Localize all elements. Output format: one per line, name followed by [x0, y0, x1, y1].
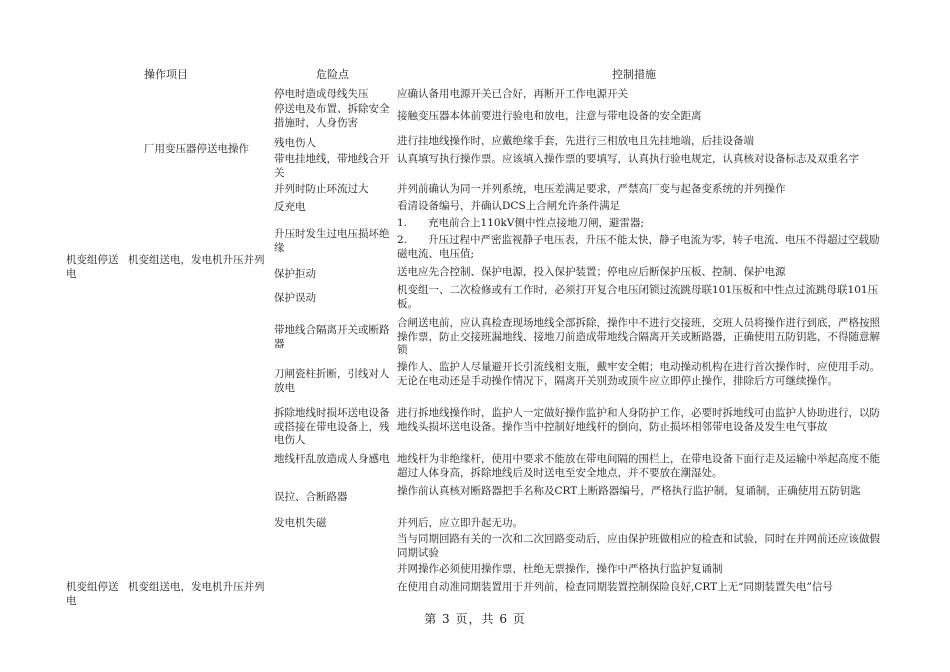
control-cell: 操作人、监护人尽量避开长引流线相支瓶，戴牢安全帽；电动操动机构在进行首次操作时，应使用手动。无论在电动还是手动操作情况下，隔离开关别劲或顶牛应立即停止操作，排除后方可继续操作。 — [397, 361, 880, 387]
risk-cell: 停电时造成母线失压 — [274, 88, 369, 100]
header-control: 控制措施 — [612, 68, 656, 81]
control-cell: 应确认备用电源开关已合好，再断开工作电源开关 — [397, 88, 628, 100]
risk-cell: 停送电及布置、拆除安全措施时，人身伤害 — [274, 103, 390, 129]
header-item: 操作项目 — [144, 68, 188, 81]
section2-sub: 机变组送电，发电机升压并列 — [128, 254, 265, 266]
risk-cell: 残电伤人 — [274, 137, 316, 149]
risk-cell: 保护拒动 — [274, 268, 316, 280]
risk-cell: 发电机失磁 — [274, 517, 327, 529]
section3-sub: 机变组送电，发电机升压并列 — [128, 581, 265, 593]
control-cell: 接触变压器本体前要进行验电和放电，注意与带电设备的安全距离 — [397, 110, 702, 122]
control-cell: 送电应先合控制、保护电源，投入保护装置；停电应后断保护压板、控制、保护电源 — [397, 266, 786, 278]
control-cell: 并网操作必须使用操作票，杜绝无票操作，操作中严格执行监护复诵制 — [397, 563, 723, 575]
control-cell: 2. 升压过程中严密监视静子电压表，升压不能太快，静子电流为零，转子电流、电压不得超过空载励磁电流、电压值; — [397, 234, 880, 260]
control-cell: 进行挂地线操作时，应戴绝缘手套，先进行三相放电且先挂地端，后挂设备端 — [397, 135, 754, 147]
control-cell: 在使用自动准同期装置用于并列前，检查同期装置控制保险良好,CRT上无“同期装置失电”信号 — [397, 581, 833, 593]
risk-cell: 带地线合隔离开关或断路器 — [274, 324, 390, 350]
risk-cell: 升压时发生过电压损坏绝缘 — [274, 228, 390, 254]
control-cell: 当与同期回路有关的一次和二次回路变动后，应由保护班做相应的检查和试验，同时在并网前还应该做假同期试验 — [397, 533, 880, 559]
control-cell: 并列前确认为同一并列系统，电压差满足要求，严禁高厂变与起备变系统的并列操作 — [397, 183, 786, 195]
risk-cell: 误拉、合断路器 — [274, 491, 348, 503]
control-cell: 认真填写执行操作票。应该填入操作票的要填写，认真执行验电规定，认真核对设备标志及双重名字 — [397, 153, 859, 165]
risk-cell: 带电挂地线，带地线合开关 — [274, 153, 390, 179]
section1-name: 厂用变压器停送电操作 — [144, 143, 249, 155]
section3-item: 机变组停送电 — [66, 581, 119, 607]
header-risk: 危险点 — [316, 68, 349, 81]
control-cell: 机变组一、二次检修或有工作时，必须打开复合电压闭锁过流跳母联101压板和中性点过流跳母联101压板。 — [397, 284, 879, 310]
risk-cell: 地线杆乱放造成人身感电 — [274, 453, 390, 465]
control-cell: 1. 充电前合上110kV侧中性点接地刀闸，避雷器; — [397, 217, 645, 229]
control-cell: 合闸送电前，应认真检查现场地线全部拆除，操作中不进行交接班，交班人员将操作进行到底，严格按照操作票，防止交接班漏地线、接地刀前造成带地线合隔离开关或断路器，正确使用五防钥匙，不得随意解锁 — [397, 317, 880, 356]
risk-cell: 拆除地线时损坏送电设备或搭接在带电设备上，残电伤人 — [274, 407, 390, 446]
section2-item: 机变组停送电 — [66, 254, 119, 280]
risk-cell: 反充电 — [274, 201, 306, 213]
risk-cell: 保护误动 — [274, 292, 316, 304]
control-cell: 操作前认真核对断路器把手名称及CRT上断路器编号，严格执行监护制，复诵制，正确使用五防钥匙 — [397, 485, 861, 497]
risk-cell: 并列时防止环流过大 — [274, 183, 369, 195]
control-cell: 并列后，应立即升起无功。 — [397, 517, 523, 529]
page-number: 第 3 页，共 6 页 — [424, 612, 526, 626]
control-cell: 进行拆地线操作时，监护人一定做好操作监护和人身防护工作，必要时拆地线可由监护人协助进行，以防地线头损坏送电设备。操作当中控制好地线杆的倒向，防止损坏相邻带电设备及发生电气事故 — [397, 407, 880, 433]
control-cell: 地线杆为非绝缘杆，使用中要求不能放在带电间隔的围栏上，在带电设备下面行走及运输中举起高度不能超过人体身高，拆除地线后及时送电至安全地点，并不要放在潮湿处。 — [397, 453, 880, 479]
control-cell: 看清设备编号，并确认DCS上合闸允许条件满足 — [397, 200, 621, 212]
risk-cell: 刀闸瓷柱折断，引线对人放电 — [274, 368, 390, 394]
